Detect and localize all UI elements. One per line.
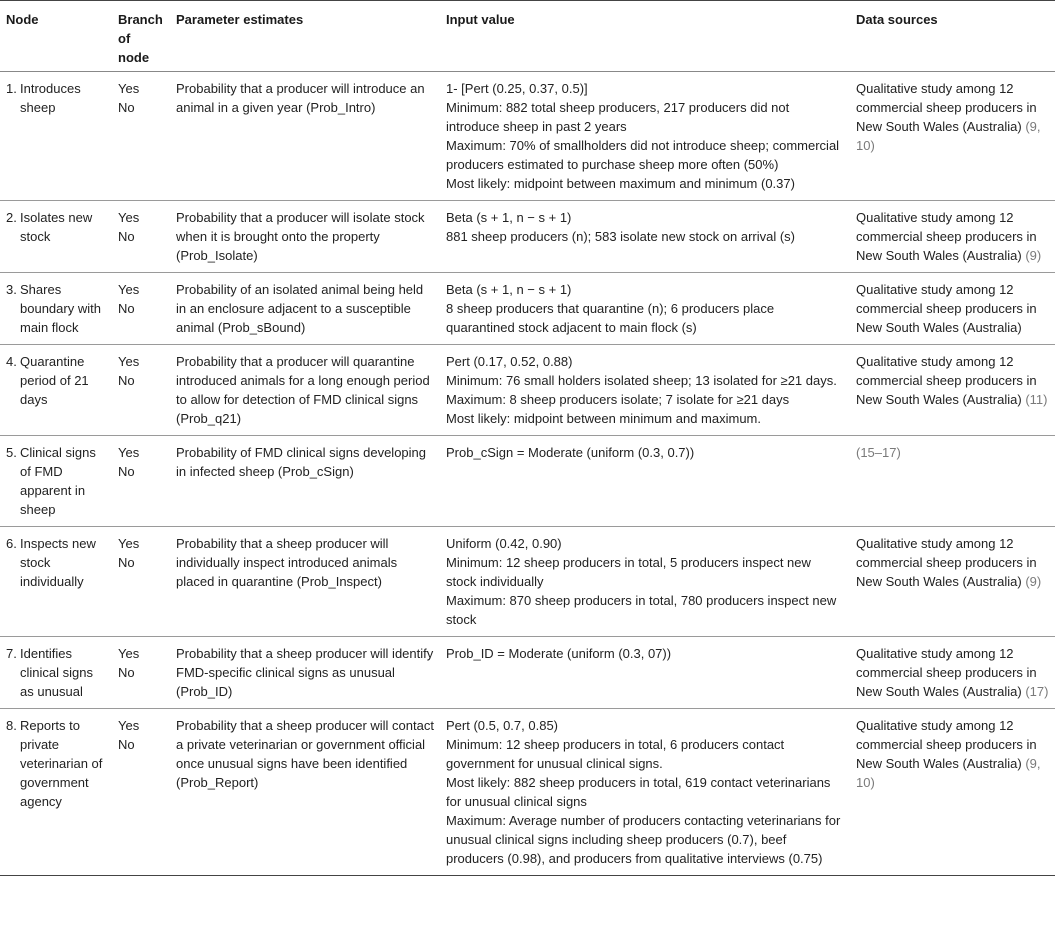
node-cell xyxy=(0,709,112,876)
node-cell xyxy=(0,527,112,637)
node-number: 8. xyxy=(6,718,17,733)
node-label: Identifies clinical signs as unusual xyxy=(20,646,93,699)
branch-label: Yes No xyxy=(118,354,140,388)
input-cell xyxy=(440,527,850,637)
table-row xyxy=(0,201,1055,273)
branch-cell xyxy=(112,273,170,345)
input-line: Pert (0.5, 0.7, 0.85) xyxy=(446,718,559,733)
input-line: Most likely: 882 sheep producers in total, 619 contact veterinarians for unusual clinical signs xyxy=(446,775,831,809)
table-row xyxy=(0,709,1055,876)
node-cell xyxy=(0,637,112,709)
input-line: Minimum: 882 total sheep producers, 217 producers did not introduce sheep in past 2 years xyxy=(446,100,790,134)
param-cell: Probability that a sheep producer will contact a private veterinarian or government official once unusual signs have been identified (Prob_Report) xyxy=(170,709,440,876)
table-row xyxy=(0,345,1055,436)
node-number: 7. xyxy=(6,646,17,661)
input-cell xyxy=(440,345,850,436)
node-label: Quarantine period of 21 days xyxy=(20,354,89,407)
source-cell xyxy=(850,527,1055,637)
source-text: Qualitative study among 12 commercial sheep producers in New South Wales (Australia) xyxy=(856,718,1037,771)
source-refs: (9) xyxy=(1025,574,1042,589)
branch-label: Yes No xyxy=(118,81,140,115)
header-node: Node xyxy=(0,1,112,72)
input-line: Maximum: 70% of smallholders did not introduce sheep; commercial producers estimated to purchase sheep more often (50%) xyxy=(446,138,840,172)
source-text: Qualitative study among 12 commercial sheep producers in New South Wales (Australia) xyxy=(856,536,1037,589)
node-cell xyxy=(0,436,112,527)
input-line: Beta (s + 1, n − s + 1) xyxy=(446,282,572,297)
source-text: Qualitative study among 12 commercial sheep producers in New South Wales (Australia) xyxy=(856,210,1037,263)
node-cell xyxy=(0,201,112,273)
input-cell xyxy=(440,709,850,876)
header-param: Parameter estimates xyxy=(170,1,440,72)
source-cell xyxy=(850,72,1055,201)
node-number: 3. xyxy=(6,282,17,297)
table-row xyxy=(0,72,1055,201)
input-line: Prob_ID = Moderate (uniform (0.3, 07)) xyxy=(446,646,672,661)
header-source: Data sources xyxy=(850,1,1055,72)
table-row xyxy=(0,527,1055,637)
branch-label: Yes No xyxy=(118,282,140,316)
node-number: 6. xyxy=(6,536,17,551)
source-refs: (9, 10) xyxy=(856,119,1041,153)
node-number: 4. xyxy=(6,354,17,369)
node-label: Reports to private veterinarian of government agency xyxy=(20,718,103,809)
branch-cell xyxy=(112,527,170,637)
node-label: Inspects new stock individually xyxy=(20,536,96,589)
branch-label: Yes No xyxy=(118,210,140,244)
input-cell xyxy=(440,72,850,201)
input-line: Minimum: 12 sheep producers in total, 6 producers contact government for unusual clinical signs. xyxy=(446,737,785,771)
input-line: Minimum: 76 small holders isolated sheep; 13 isolated for ≥21 days. xyxy=(446,373,837,388)
source-refs: (9) xyxy=(1025,248,1042,263)
input-cell xyxy=(440,637,850,709)
param-cell: Probability of FMD clinical signs developing in infected sheep (Prob_cSign) xyxy=(170,436,440,527)
node-label: Clinical signs of FMD apparent in sheep xyxy=(20,445,96,517)
branch-cell xyxy=(112,709,170,876)
source-cell xyxy=(850,273,1055,345)
branch-cell xyxy=(112,72,170,201)
branch-cell xyxy=(112,637,170,709)
table-row xyxy=(0,273,1055,345)
node-number: 1. xyxy=(6,81,17,96)
node-number: 5. xyxy=(6,445,17,460)
source-refs: (11) xyxy=(1025,392,1048,407)
source-text: Qualitative study among 12 commercial sheep producers in New South Wales (Australia) xyxy=(856,81,1037,134)
header-input: Input value xyxy=(440,1,850,72)
param-cell: Probability that a sheep producer will individually inspect introduced animals placed in quarantine (Prob_Inspect) xyxy=(170,527,440,637)
header-branch: Branch of node xyxy=(112,1,170,72)
table-row xyxy=(0,436,1055,527)
source-cell xyxy=(850,436,1055,527)
node-number: 2. xyxy=(6,210,17,225)
node-label: Introduces sheep xyxy=(20,81,81,115)
node-label: Shares boundary with main flock xyxy=(20,282,101,335)
node-cell xyxy=(0,273,112,345)
param-cell: Probability of an isolated animal being held in an enclosure adjacent to a susceptible animal (Prob_sBound) xyxy=(170,273,440,345)
branch-label: Yes No xyxy=(118,445,140,479)
param-cell: Probability that a producer will quarantine introduced animals for a long enough period to allow for detection of FMD clinical signs (Prob_q21) xyxy=(170,345,440,436)
input-line: Maximum: 870 sheep producers in total, 780 producers inspect new stock xyxy=(446,593,837,627)
table-body xyxy=(0,72,1055,876)
branch-cell xyxy=(112,436,170,527)
input-line: Maximum: 8 sheep producers isolate; 7 isolate for ≥21 days xyxy=(446,392,790,407)
input-line: Pert (0.17, 0.52, 0.88) xyxy=(446,354,573,369)
param-cell: Probability that a producer will isolate stock when it is brought onto the property (Prob_Isolate) xyxy=(170,201,440,273)
table-row xyxy=(0,637,1055,709)
branch-cell xyxy=(112,201,170,273)
node-cell xyxy=(0,72,112,201)
branch-cell xyxy=(112,345,170,436)
node-cell xyxy=(0,345,112,436)
source-cell xyxy=(850,345,1055,436)
input-line: Minimum: 12 sheep producers in total, 5 producers inspect new stock individually xyxy=(446,555,811,589)
input-line: Most likely: midpoint between maximum and minimum (0.37) xyxy=(446,176,795,191)
input-cell xyxy=(440,436,850,527)
source-cell xyxy=(850,709,1055,876)
param-cell: Probability that a producer will introduce an animal in a given year (Prob_Intro) xyxy=(170,72,440,201)
source-text: Qualitative study among 12 commercial sheep producers in New South Wales (Australia) xyxy=(856,354,1037,407)
branch-label: Yes No xyxy=(118,718,140,752)
input-line: 1- [Pert (0.25, 0.37, 0.5)] xyxy=(446,81,588,96)
param-cell: Probability that a sheep producer will identify FMD-specific clinical signs as unusual (Prob_ID) xyxy=(170,637,440,709)
source-refs: (17) xyxy=(1025,684,1049,699)
input-line: Uniform (0.42, 0.90) xyxy=(446,536,562,551)
source-refs: (9, 10) xyxy=(856,756,1041,790)
branch-label: Yes No xyxy=(118,646,140,680)
input-cell xyxy=(440,201,850,273)
input-line: Prob_cSign = Moderate (uniform (0.3, 0.7)) xyxy=(446,445,695,460)
source-cell xyxy=(850,201,1055,273)
table-header xyxy=(0,1,1055,72)
branch-label: Yes No xyxy=(118,536,140,570)
input-cell xyxy=(440,273,850,345)
input-line: Most likely: midpoint between minimum and maximum. xyxy=(446,411,761,426)
input-line: 881 sheep producers (n); 583 isolate new stock on arrival (s) xyxy=(446,229,796,244)
source-refs: (15–17) xyxy=(856,445,901,460)
node-label: Isolates new stock xyxy=(20,210,93,244)
source-cell xyxy=(850,637,1055,709)
source-text: Qualitative study among 12 commercial sheep producers in New South Wales (Australia) xyxy=(856,646,1037,699)
input-line: Beta (s + 1, n − s + 1) xyxy=(446,210,572,225)
input-line: Maximum: Average number of producers contacting veterinarians for unusual clinical signs including sheep producers (0.7), beef producers (0.98), and producers from qualitative interviews (0.75) xyxy=(446,813,841,866)
source-text: Qualitative study among 12 commercial sheep producers in New South Wales (Australia) xyxy=(856,282,1037,335)
input-line: 8 sheep producers that quarantine (n); 6 producers place quarantined stock adjacent to main flock (s) xyxy=(446,301,775,335)
